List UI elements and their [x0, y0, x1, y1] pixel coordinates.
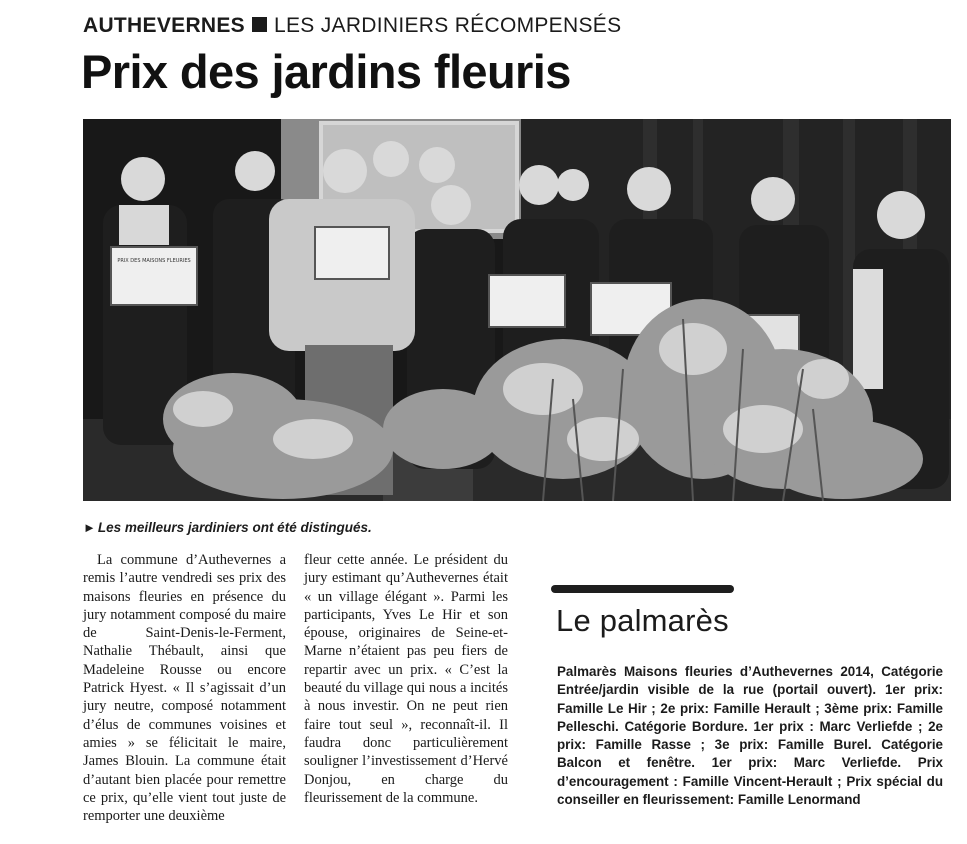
- palmares-text: Palmarès Maisons fleuries d’Authevernes 2014, Catégorie Entrée/jardin visible de la rue (portail ouvert). 1er prix: Famille Le Hir ; 2e prix: Famille Herault ; 3ème prix: Famille Pelleschi. Catégorie Bordure. 1er prix : Marc Verliefde ; 2e prix: Famille Rasse ; 3e prix: Famille Burel. Catégorie Balcon et fenêtre. 1er prix: Marc Verliefde. Prix d’encouragement : Famille Vincent-Herault ; Prix spécial du conseiller en fleurissement: Famille Lenormand: [557, 664, 943, 808]
- caption-arrow-icon: ►: [83, 520, 96, 535]
- palmares-title: Le palmarès: [556, 603, 729, 638]
- section-divider-bar: [551, 585, 734, 593]
- article-column-2: [304, 551, 508, 807]
- kicker: [83, 14, 621, 38]
- photo-caption: [83, 520, 372, 535]
- certificate-text: PRIX DES MAISONS FLEURIES: [117, 258, 191, 264]
- kicker-location: AUTHEVERNES: [83, 14, 245, 37]
- article-column-1: [83, 551, 286, 825]
- photo: [83, 119, 951, 501]
- article-paragraph-2: fleur cette année. Le président du jury estimant qu’Authevernes était « un village élégant ». Parmi les participants, Yves Le Hir et son épouse, originaires de Seine-et-Marne n’étaient pas peu fiers de repartir avec un prix. « C’est la beauté du village qui nous a incités à nous investir. On ne peut rien faire tout seul », reconnaît-il. Il faudra donc particulièrement souligner l’investissement d’Hervé Donjou, en charge du fleurissement de la commune.: [304, 552, 508, 806]
- caption-text: Les meilleurs jardiniers ont été distingués.: [97, 520, 372, 535]
- kicker-subtitle: LES JARDINIERS RÉCOMPENSÉS: [274, 14, 622, 37]
- headline: Prix des jardins fleuris: [81, 45, 571, 98]
- article-paragraph-1: La commune d’Authevernes a remis l’autre vendredi ses prix des maisons fleuries en présence du jury notamment composé du maire de Saint-Denis-le-Ferment, Nathalie Thébault, ainsi que Madeleine Rousse ou encore Patrick Hyest. « Il s’agissait d’un jury neutre, composé notamment d’élus de communes voisines et amies » se félicitait le maire, James Blouin. La commune était d’autant bien placée pour remettre ce prix, qu’elle vient tout juste de remporter une deuxième: [83, 552, 286, 825]
- square-bullet-icon: [252, 17, 267, 32]
- group-photo-illustration: [83, 119, 951, 501]
